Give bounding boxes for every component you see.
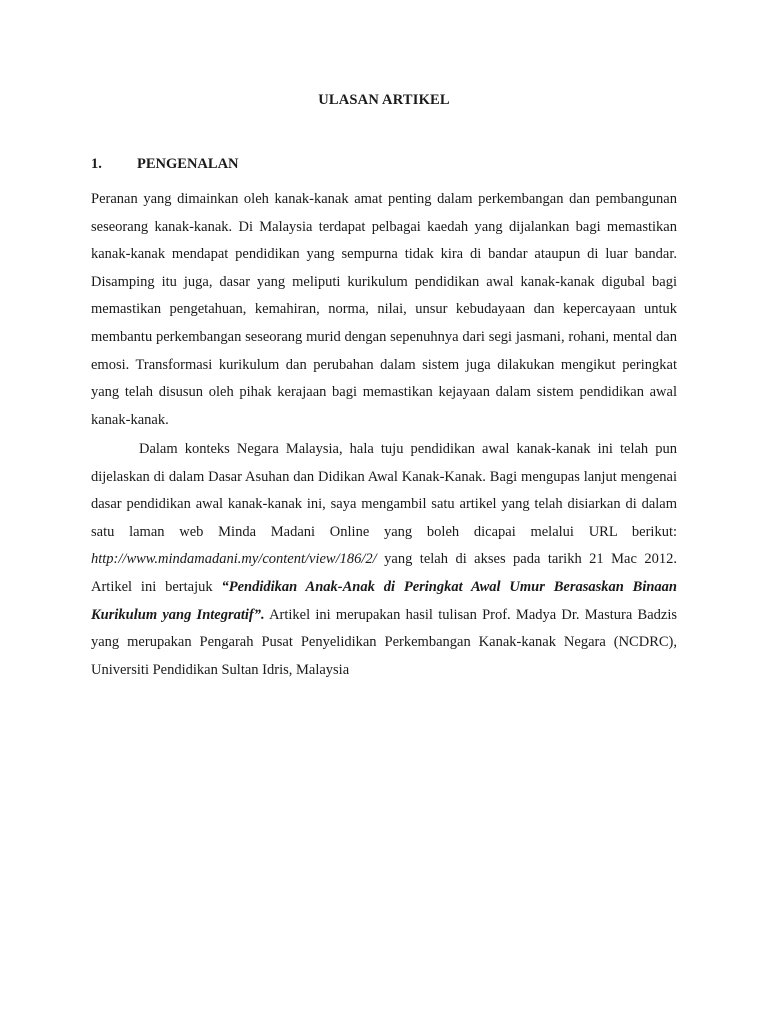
paragraph-context-text-2: yang telah di akses pada tarikh 21 Mac 2012. Artikel ini bertajuk — [91, 551, 677, 595]
paragraph-context-text-1: Dalam konteks Negara Malaysia, hala tuju pendidikan awal kanak-kanak ini telah pun dijelaskan di dalam Dasar Asuhan dan Didikan Awal Kanak-Kanak. Bagi mengupas lanjut mengenai dasar pendidikan awal kanak-kanak ini, saya mengambil satu artikel yang telah disiarkan di dalam satu laman web Minda Madani Online yang boleh dicapai melalui URL berikut: — [91, 441, 677, 540]
paragraph-introduction: Peranan yang dimainkan oleh kanak-kanak amat penting dalam perkembangan dan pembangunan seseorang kanak-kanak. Di Malaysia terdapat pelbagai kaedah yang dijalankan bagi memastikan kanak-kanak mendapat pendidikan yang sempurna tidak kira di bandar ataupun di luar bandar. Disamping itu juga, dasar yang meliputi kurikulum pendidikan awal kanak-kanak digubal bagi memastikan pengetahuan, kemahiran, norma, nilai, unsur kebudayaan dan kepercayaan untuk membantu perkembangan seseorang murid dengan sepenuhnya dari segi jasmani, rohani, mental dan emosi. Transformasi kurikulum dan perubahan dalam sistem juga dilakukan mengikut peringkat yang telah disusun oleh pihak kerajaan bagi memastikan kejayaan dalam sistem pendidikan awal kanak-kanak. — [91, 191, 677, 428]
paragraph-context — [91, 436, 677, 684]
article-url-link[interactable]: http://www.mindamadani.my/content/view/186/2/ — [91, 551, 377, 568]
article-title: “Pendidikan Anak-Anak di Peringkat Awal Umur Berasaskan Binaan Kurikulum yang Integratif”. — [91, 578, 678, 623]
section-number: 1. — [91, 156, 102, 172]
paragraph-context-text-3: Artikel ini merupakan hasil tulisan Prof. Madya Dr. Mastura Badzis yang merupakan Pengarah Pusat Penyelidikan Perkembangan Kanak-kanak Negara (NCDRC), Universiti Pendidikan Sultan Idris, Malaysia — [91, 606, 677, 678]
document-title: ULASAN ARTIKEL — [318, 92, 450, 108]
section-heading — [91, 156, 239, 173]
section-title: PENGENALAN — [137, 156, 239, 172]
